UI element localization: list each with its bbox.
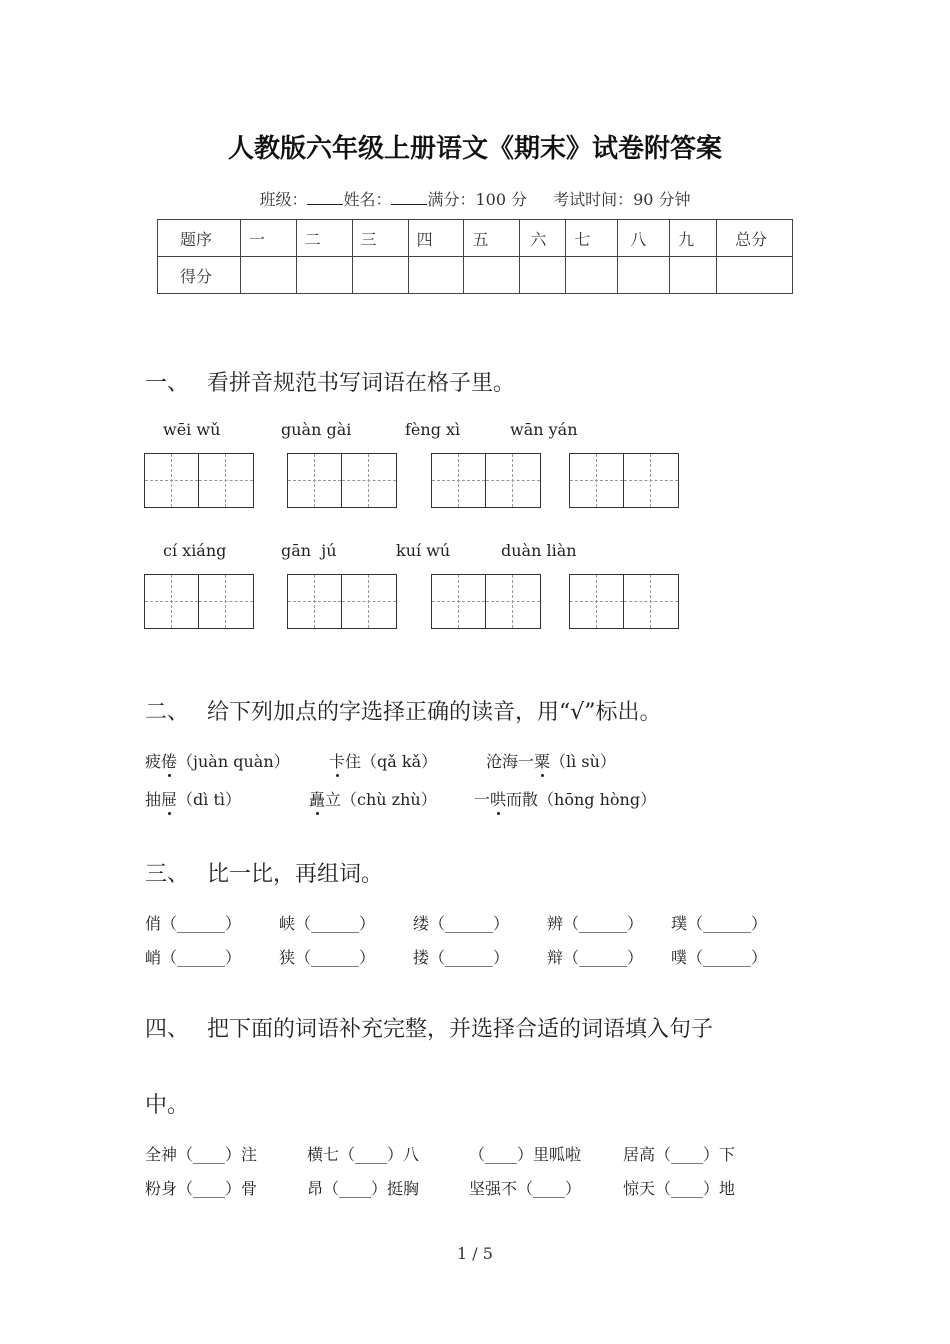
pinyin-label: cí xiáng xyxy=(163,541,227,560)
reading-line-2 xyxy=(145,787,656,810)
reading-item: 卡住（qǎ kǎ） xyxy=(329,749,486,772)
word-item: 缕（______） xyxy=(413,914,510,933)
section-number: 一、 xyxy=(145,371,190,396)
header-cell: 七 xyxy=(566,220,618,257)
score-cell[interactable] xyxy=(352,257,408,294)
word-line-1 xyxy=(145,911,767,934)
section-3-heading xyxy=(145,857,383,888)
reading-item: 疲倦（juàn quàn） xyxy=(145,749,329,772)
class-label: 班级： xyxy=(259,190,308,209)
score-cell[interactable] xyxy=(408,257,464,294)
section-number: 二、 xyxy=(145,700,190,725)
idiom-item: 昂（____）挺胸 xyxy=(307,1179,420,1198)
word-line-2 xyxy=(145,945,767,968)
idiom-item: 居高（____）下 xyxy=(623,1145,736,1164)
name-blank xyxy=(391,190,427,205)
header-cell: 四 xyxy=(408,220,464,257)
writing-grid[interactable] xyxy=(287,453,397,508)
header-cell: 三 xyxy=(352,220,408,257)
word-item: 噗（______） xyxy=(671,948,768,967)
section-4-heading xyxy=(145,1012,713,1043)
reading-item: 一哄而散（hōng hòng） xyxy=(474,787,656,810)
reading-item: 沧海一粟（lì sù） xyxy=(486,749,616,772)
writing-grid[interactable] xyxy=(431,574,541,629)
idiom-item: 坚强不（____） xyxy=(469,1179,582,1198)
writing-grid[interactable] xyxy=(569,574,679,629)
header-cell: 五 xyxy=(464,220,520,257)
word-item: 峡（______） xyxy=(279,914,376,933)
score-cell[interactable] xyxy=(670,257,717,294)
word-item: 俏（______） xyxy=(145,914,242,933)
idiom-line-1 xyxy=(145,1142,735,1165)
score-cell[interactable] xyxy=(520,257,566,294)
idiom-item: 惊天（____）地 xyxy=(623,1179,736,1198)
score-cell[interactable] xyxy=(296,257,352,294)
word-item: 狭（______） xyxy=(279,948,376,967)
score-cell[interactable] xyxy=(240,257,296,294)
section-title: 看拼音规范书写词语在格子里。 xyxy=(207,371,516,396)
score-cell[interactable] xyxy=(566,257,618,294)
section-2-heading xyxy=(145,695,662,726)
section-1-heading xyxy=(145,366,515,397)
score-cell[interactable] xyxy=(717,257,793,294)
word-item: 璞（______） xyxy=(671,914,768,933)
score-cell[interactable] xyxy=(464,257,520,294)
section-title: 比一比，再组词。 xyxy=(207,862,384,887)
writing-grid[interactable] xyxy=(569,453,679,508)
idiom-item: 横七（____）八 xyxy=(307,1145,420,1164)
exam-time: 考试时间：90 分钟 xyxy=(553,190,691,209)
name-label: 姓名： xyxy=(343,190,392,209)
word-item: 辩（______） xyxy=(547,948,644,967)
score-cell[interactable] xyxy=(618,257,670,294)
section-title: 把下面的词语补充完整，并选择合适的词语填入句子 xyxy=(207,1017,714,1042)
full-score: 满分：100 分 xyxy=(427,190,528,209)
header-cell: 八 xyxy=(618,220,670,257)
writing-grid[interactable] xyxy=(144,453,254,508)
score-table-header xyxy=(158,220,793,257)
word-item: 搂（______） xyxy=(413,948,510,967)
header-cell: 九 xyxy=(670,220,717,257)
section-number: 四、 xyxy=(145,1017,190,1042)
pinyin-label: guàn gài xyxy=(281,420,352,439)
exam-info xyxy=(0,187,950,210)
row-label: 得分 xyxy=(158,257,241,294)
section-4-heading-cont: 中。 xyxy=(145,1093,190,1118)
pinyin-label: wān yán xyxy=(510,420,578,439)
header-cell: 总分 xyxy=(717,220,793,257)
pinyin-label: wēi wǔ xyxy=(163,420,221,439)
header-cell: 题序 xyxy=(158,220,241,257)
writing-grid[interactable] xyxy=(144,574,254,629)
reading-item: 抽屉（dì tì） xyxy=(145,787,309,810)
idiom-line-2 xyxy=(145,1176,735,1199)
score-table-row xyxy=(158,257,793,294)
idiom-item: 粉身（____）骨 xyxy=(145,1179,258,1198)
section-title: 给下列加点的字选择正确的读音，用“√”标出。 xyxy=(207,700,662,725)
pinyin-label: duàn liàn xyxy=(501,541,577,560)
word-item: 峭（______） xyxy=(145,948,242,967)
page-title: 人教版六年级上册语文《期末》试卷附答案 xyxy=(227,134,722,164)
header-cell: 一 xyxy=(240,220,296,257)
writing-grid[interactable] xyxy=(431,453,541,508)
header-cell: 六 xyxy=(520,220,566,257)
reading-item: 矗立（chù zhù） xyxy=(309,787,474,810)
pinyin-label: fèng xì xyxy=(405,420,461,439)
idiom-item: （____）里呱啦 xyxy=(469,1145,582,1164)
score-table xyxy=(157,219,793,294)
pinyin-label: gān jú xyxy=(281,541,337,560)
class-blank xyxy=(307,190,343,205)
header-cell: 二 xyxy=(296,220,352,257)
reading-line-1 xyxy=(145,749,616,772)
pinyin-label: kuí wú xyxy=(396,541,451,560)
word-item: 辨（______） xyxy=(547,914,644,933)
page-number: 1 / 5 xyxy=(457,1244,493,1263)
writing-grid[interactable] xyxy=(287,574,397,629)
idiom-item: 全神（____）注 xyxy=(145,1145,258,1164)
section-number: 三、 xyxy=(145,862,190,887)
